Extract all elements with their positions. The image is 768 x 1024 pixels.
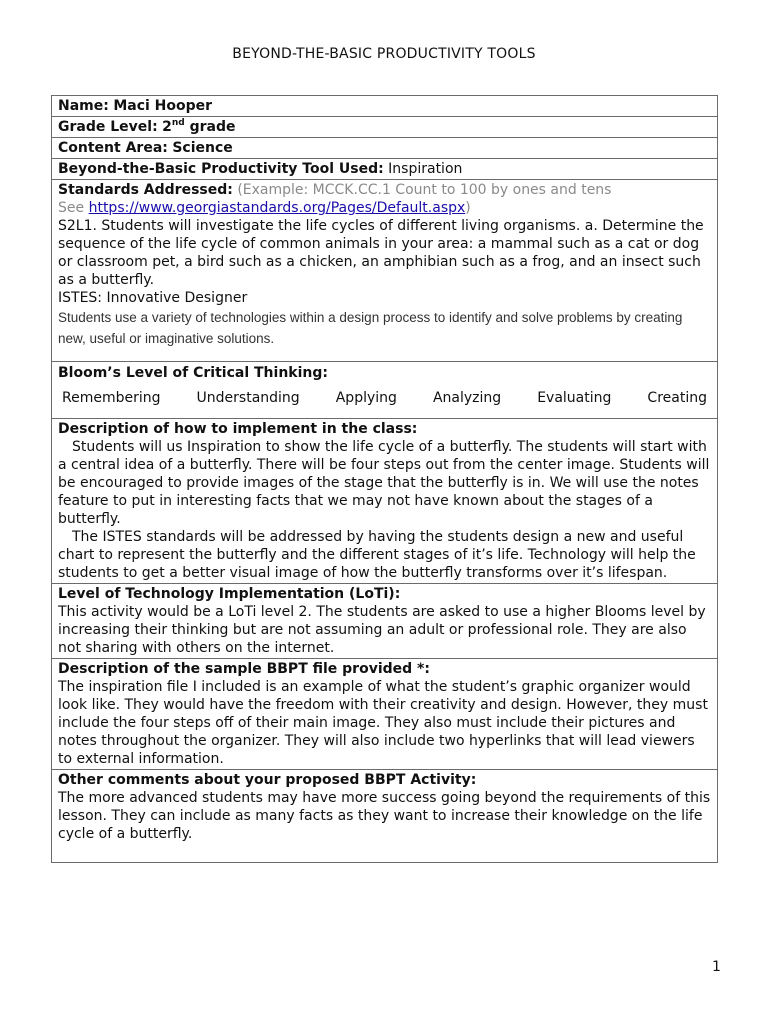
description-row — [52, 419, 718, 584]
bloom-level-understanding: Understanding — [196, 390, 300, 406]
tool-value: Inspiration — [388, 161, 463, 177]
content-area-value: Science — [172, 140, 233, 156]
sample-file-text: The inspiration file I included is an example of what the student’s graphic organizer would look like. They would have the freedom with their creativity and design. However, they must include the four steps off of their main image. They also must include their pictures and notes throughout the organizer. They will also include two hyperlinks that will lead viewers to external information. — [58, 679, 708, 767]
loti-row — [52, 584, 718, 659]
description-paragraph-1: Students will us Inspiration to show the life cycle of a butterfly. The students will start with a central idea of a butterfly. There will be four steps out from the center image. Students will be encouraged to provide images of the stage that the butterfly is in. We will use the notes feature to put in interesting facts that we may not have known about the stages of a butterfly. — [58, 439, 710, 527]
grade-label: Grade Level: — [58, 119, 158, 135]
georgia-standards-link[interactable]: https://www.georgiastandards.org/Pages/Default.aspx — [88, 200, 466, 216]
istes-description: Students use a variety of technologies within a design process to identify and solve problems by creating new, useful or imaginative solutions. — [58, 310, 683, 346]
comments-label: Other comments about your proposed BBPT Activity: — [58, 772, 477, 788]
bloom-level-remembering: Remembering — [62, 390, 161, 406]
grade-number: 2 — [162, 119, 172, 135]
loti-text: This activity would be a LoTi level 2. The students are asked to use a higher Blooms level by increasing their thinking but are not assuming an adult or professional role. They are also not sharing with others on the internet. — [58, 604, 706, 656]
comments-text: The more advanced students may have more success going beyond the requirements of this lesson. They can include as many facts as they want to increase their knowledge on the life cycle of a butterfly. — [58, 790, 711, 842]
page-number: 1 — [712, 959, 721, 975]
standards-see: See — [58, 200, 85, 216]
tool-row — [52, 159, 718, 180]
sample-file-label: Description of the sample BBPT file provided *: — [58, 661, 430, 677]
blooms-label: Bloom’s Level of Critical Thinking: — [58, 365, 328, 381]
grade-suffix: nd — [171, 118, 185, 128]
bloom-level-analyzing: Analyzing — [432, 390, 502, 406]
standards-example: (Example: MCCK.CC.1 Count to 100 by ones and tens — [237, 182, 612, 198]
name-value: Maci Hooper — [113, 98, 213, 114]
description-paragraph-2: The ISTES standards will be addressed by having the students design a new and useful chart to represent the butterfly and the different stages of it’s life. Technology will help the students to get a better visual image of how the butterfly transforms over it’s lifespan. — [58, 529, 696, 581]
name-label: Name: — [58, 98, 109, 114]
blooms-row — [52, 362, 718, 419]
bloom-level-creating: Creating — [647, 390, 707, 406]
tool-label: Beyond-the-Basic Productivity Tool Used: — [58, 161, 384, 177]
standards-close-paren: ) — [465, 200, 471, 216]
standards-row — [52, 180, 718, 362]
comments-row — [52, 770, 718, 863]
bbpt-form-table — [51, 95, 718, 863]
blooms-levels — [58, 382, 711, 417]
standards-label: Standards Addressed: — [58, 182, 233, 198]
sample-file-row — [52, 659, 718, 770]
grade-word: grade — [189, 119, 236, 135]
bloom-level-applying: Applying — [335, 390, 397, 406]
standard-s2l1-text: S2L1. Students will investigate the life cycles of different living organisms. a. Determine the sequence of the life cycle of common animals in your area: a mammal such as a cat or dog or classroom pet, a bird such as a chicken, an amphibian such as a frog, and an insect such as a butterfly. — [58, 218, 704, 288]
grade-row — [52, 117, 718, 138]
loti-label: Level of Technology Implementation (LoTi): — [58, 586, 401, 602]
grade-value — [162, 119, 235, 135]
content-area-row — [52, 138, 718, 159]
document-title: BEYOND-THE-BASIC PRODUCTIVITY TOOLS — [232, 46, 536, 62]
istes-standard: ISTES: Innovative Designer — [58, 290, 248, 306]
bloom-level-evaluating: Evaluating — [537, 390, 612, 406]
name-row — [52, 96, 718, 117]
description-label: Description of how to implement in the class: — [58, 421, 418, 437]
content-area-label: Content Area: — [58, 140, 168, 156]
